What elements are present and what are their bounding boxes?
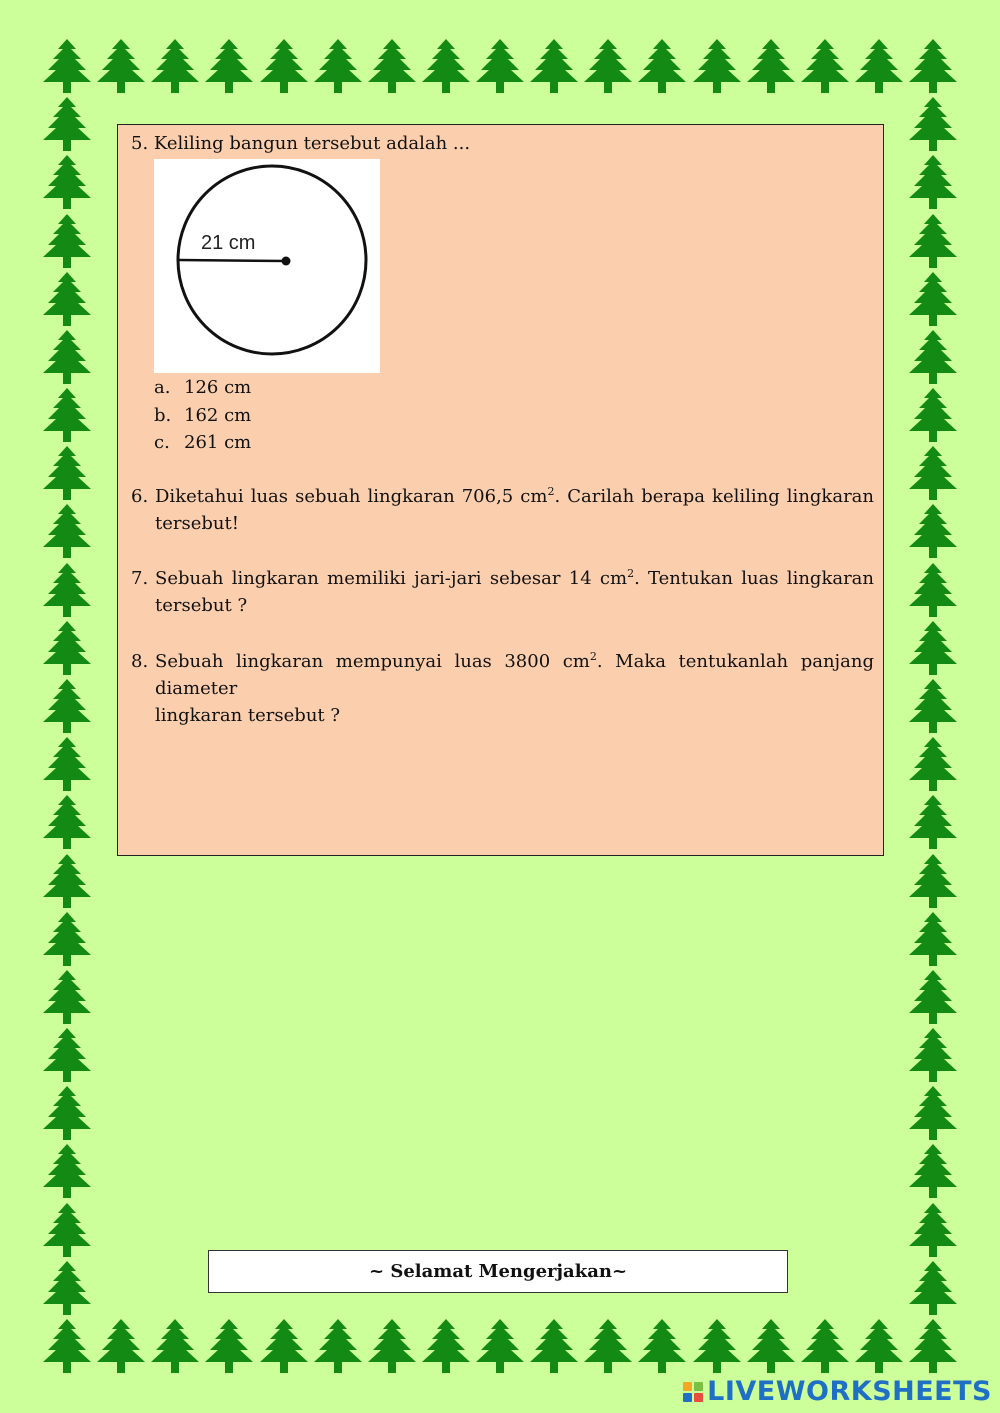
footer-message: ~ Selamat Mengerjakan~ [368,1261,628,1282]
pine-tree-icon [41,1085,93,1141]
pine-tree-icon [41,1202,93,1258]
question-5-options [154,374,251,457]
pine-tree-icon [636,1318,688,1374]
pine-tree-icon [907,271,959,327]
pine-tree-icon [312,38,364,94]
pine-tree-icon [907,213,959,269]
question-6 [131,483,874,537]
pine-tree-icon [312,1318,364,1374]
q8-text-a: Sebuah lingkaran mempunyai luas 3800 cm [155,651,590,672]
pine-tree-icon [907,620,959,676]
option-text: 126 cm [184,377,252,398]
pine-tree-icon [41,329,93,385]
pine-tree-icon [853,38,905,94]
pine-tree-icon [907,1260,959,1316]
brand-watermark[interactable] [683,1376,992,1407]
pine-tree-icon [528,38,580,94]
pine-tree-icon [745,38,797,94]
pine-tree-icon [41,620,93,676]
pine-tree-icon [853,1318,905,1374]
circle-diagram [154,159,380,373]
option-b[interactable] [154,402,251,430]
pine-tree-icon [149,38,201,94]
radius-line [179,260,286,261]
pine-tree-icon [528,1318,580,1374]
pine-tree-icon [41,38,93,94]
pine-tree-icon [41,503,93,559]
question-8 [131,648,874,729]
pine-tree-icon [41,911,93,967]
pine-tree-icon [41,1027,93,1083]
question-number: 7. [131,568,149,589]
pine-tree-icon [41,678,93,734]
question-number: 8. [131,651,149,672]
pine-tree-icon [41,736,93,792]
option-letter: b. [154,404,172,426]
option-c[interactable] [154,429,251,457]
option-a[interactable] [154,374,251,402]
question-8-line2: lingkaran tersebut ? [155,705,341,726]
pine-tree-icon [149,1318,201,1374]
q8-superscript: 2 [589,650,597,663]
brand-logo-icon [683,1382,703,1402]
pine-tree-icon [474,1318,526,1374]
q7-text-b: . Tentukan luas lingkaran [634,568,875,589]
question-7 [131,565,874,619]
q7-text-a: Sebuah lingkaran memiliki jari-jari sebesar 14 cm [155,568,628,589]
option-text: 261 cm [184,432,252,453]
question-number: 6. [131,486,149,507]
question-8-line1 [155,648,874,702]
pine-tree-icon [907,96,959,152]
q6-superscript: 2 [547,485,555,498]
pine-tree-icon [258,1318,310,1374]
pine-tree-icon [907,1202,959,1258]
pine-tree-icon [258,38,310,94]
pine-tree-icon [799,1318,851,1374]
pine-tree-icon [420,1318,472,1374]
pine-tree-icon [636,38,688,94]
worksheet-box [117,124,884,856]
pine-tree-icon [41,96,93,152]
pine-tree-icon [41,271,93,327]
pine-tree-icon [691,38,743,94]
pine-tree-icon [41,794,93,850]
pine-tree-icon [907,1143,959,1199]
pine-tree-icon [907,911,959,967]
pine-tree-icon [582,38,634,94]
circle-figure [154,159,380,373]
pine-tree-icon [907,1027,959,1083]
pine-tree-icon [41,562,93,618]
pine-tree-icon [41,969,93,1025]
pine-tree-icon [41,445,93,501]
pine-tree-icon [907,736,959,792]
radius-label: 21 cm [201,232,256,254]
pine-tree-icon [420,38,472,94]
pine-tree-icon [474,38,526,94]
pine-tree-icon [907,678,959,734]
pine-tree-icon [691,1318,743,1374]
pine-tree-icon [41,1318,93,1374]
brand-name: LIVEWORKSHEETS [707,1376,992,1407]
pine-tree-icon [41,1260,93,1316]
pine-tree-icon [907,154,959,210]
q6-text-b: . Carilah berapa keliling lingkaran [554,486,874,507]
pine-tree-icon [41,853,93,909]
option-letter: c. [154,432,170,453]
pine-tree-icon [95,1318,147,1374]
pine-tree-icon [907,794,959,850]
pine-tree-icon [907,445,959,501]
pine-tree-icon [366,1318,418,1374]
pine-tree-icon [907,969,959,1025]
q7-superscript: 2 [627,567,635,580]
question-6-line2: tersebut! [155,513,239,534]
pine-tree-icon [41,1143,93,1199]
q6-text-a: Diketahui luas sebuah lingkaran 706,5 cm [155,486,548,507]
pine-tree-icon [907,387,959,443]
pine-tree-icon [907,853,959,909]
pine-tree-icon [907,329,959,385]
option-text: 162 cm [184,404,252,426]
pine-tree-icon [41,154,93,210]
pine-tree-icon [907,503,959,559]
pine-tree-icon [745,1318,797,1374]
pine-tree-icon [41,387,93,443]
pine-tree-icon [907,38,959,94]
pine-tree-icon [95,38,147,94]
question-5-text: 5. Keliling bangun tersebut adalah ... [131,133,471,154]
pine-tree-icon [907,1318,959,1374]
pine-tree-icon [203,38,255,94]
q8-text-b: . Maka tentukanlah panjang diameter [155,651,874,699]
center-point [282,257,291,266]
option-letter: a. [154,377,171,398]
question-6-line1 [155,483,874,510]
pine-tree-icon [582,1318,634,1374]
pine-tree-icon [907,1085,959,1141]
pine-tree-icon [799,38,851,94]
pine-tree-icon [907,562,959,618]
question-7-line1 [155,565,874,592]
pine-tree-icon [203,1318,255,1374]
footer-message-box [208,1250,788,1293]
pine-tree-icon [366,38,418,94]
question-7-line2: tersebut ? [155,595,248,616]
pine-tree-icon [41,213,93,269]
